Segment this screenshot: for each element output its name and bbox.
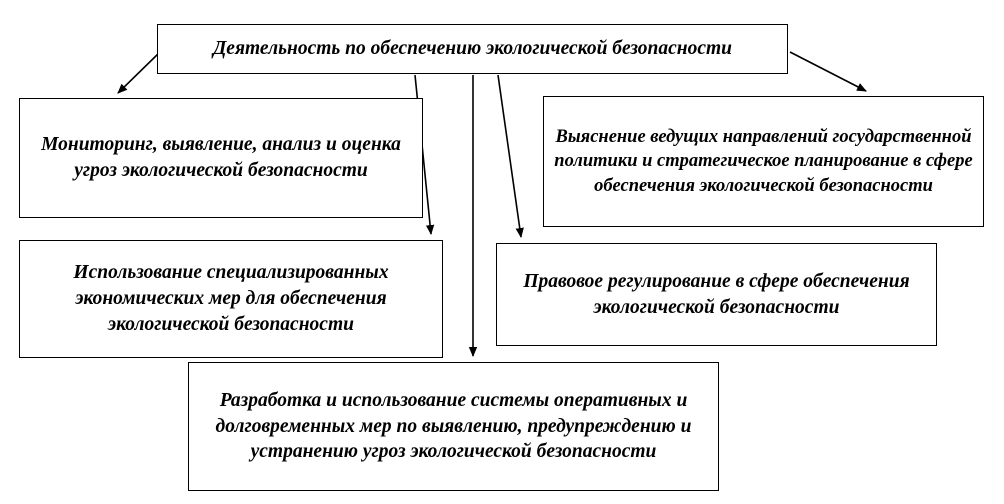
node-state-policy-label: Выяснение ведущих направлений государственной политики и стратегическое планирование в сфере обеспечения экологической безопасности — [554, 126, 973, 196]
node-legal-regulation — [496, 243, 937, 346]
edge-root-to-left1 — [118, 52, 160, 93]
node-monitoring — [19, 98, 423, 218]
node-system-development-label: Разработка и использование системы оперативных и долговременных мер по выявлению, предупреждению и устранению угроз экологической безопасности — [215, 389, 692, 463]
edge-root-to-right1 — [790, 52, 866, 91]
node-state-policy — [543, 96, 984, 227]
node-economic-measures-label: Использование специализированных экономических мер для обеспечения экологической безопасности — [73, 262, 389, 335]
edge-root-to-right2 — [498, 75, 521, 237]
node-root — [157, 24, 788, 74]
node-root-label: Деятельность по обеспечению экологической безопасности — [212, 38, 733, 60]
node-system-development — [188, 362, 719, 491]
node-monitoring-label: Мониторинг, выявление, анализ и оценка угроз экологической безопасности — [41, 134, 401, 181]
node-economic-measures — [19, 240, 443, 358]
node-legal-regulation-label: Правовое регулирование в сфере обеспечения экологической безопасности — [523, 270, 910, 318]
